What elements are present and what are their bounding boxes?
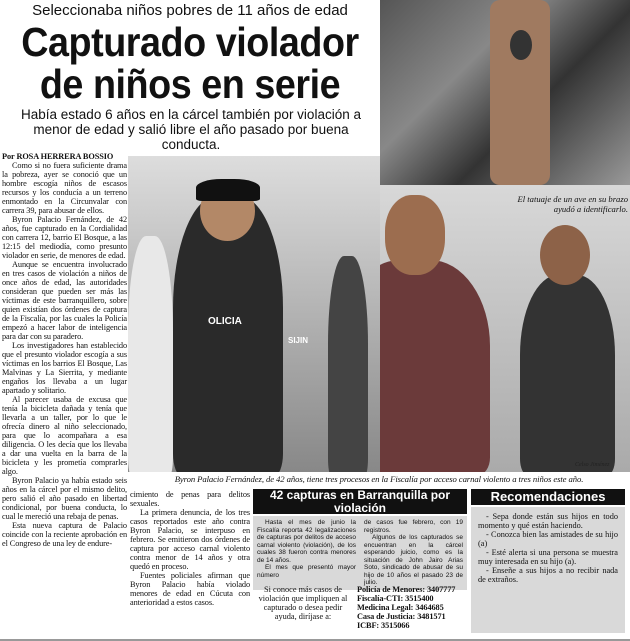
contact-intro-block xyxy=(253,585,353,621)
article-paragraph: Aunque se encuentra involucrado en tres casos de violación a niños de once años de edad, las autoridades consideran que pueden ser más las víctimas de este barranquillero, sobre quien existían dos órdenes de captura de la Fiscalía, por las cuales la Policía empezó a hacer labor de inteligencia para dar con su paradero. xyxy=(2,260,127,341)
contact-item: Fiscalía-CTI: 3515400 xyxy=(357,594,434,603)
tattoo-photo xyxy=(380,0,630,185)
article-paragraph: Esta nueva captura de Palacio coincide con la reciente aprobación en el Congreso de una ley de endure- xyxy=(2,521,127,548)
deck: Había estado 6 años en la cárcel también por violación a menor de edad y salió libre el año pasado por buena conducta. xyxy=(21,107,361,152)
recommendations-title: Recomendaciones xyxy=(471,489,625,505)
recommendations-box xyxy=(471,507,625,633)
article-paragraph: Los investigadores han establecido que el presunto violador escogía a sus víctimas en los barrios El Bosque, Las Malvinas y La Sierrita, y mediante engaños los llevaba a un lugar apartado y solitario. xyxy=(2,341,127,395)
article-paragraph: Al parecer usaba de excusa que tenía la bicicleta dañada y tenía que llevarla a un taller, por lo que le ofrecía dinero al niño seleccionado, para que lo acompañara a esa diligencia. O les decía que los llevaba a dar una vuelta en la barra de la bicicleta y les prometía comprarles algo. xyxy=(2,395,127,476)
article-column-1 xyxy=(2,152,127,548)
captures-box xyxy=(253,516,467,590)
recommendation-item: - Enseñe a sus hijos a no recibir nada de extraños. xyxy=(478,566,618,584)
contact-item: ICBF: 3515066 xyxy=(357,621,410,630)
main-photo xyxy=(128,156,380,472)
captures-text: El mes que presentó mayor número xyxy=(257,564,356,579)
recommendation-item: - Sepa donde están sus hijos en todo momento y qué están haciendo. xyxy=(478,512,618,530)
captures-text: de casos fue febrero, con 19 registros. xyxy=(364,519,463,534)
main-photo-right xyxy=(380,185,630,472)
article-paragraph: Como si no fuera suficiente drama la pobreza, ayer se conoció que un hombre escogía niños de escasos recursos y los conducía a un terreno enmontado en la Circunvalar con carrera 39, para abusar de ellos. xyxy=(2,161,127,215)
headline-line-2: de niños en serie xyxy=(39,61,341,107)
contact-item: Medicina Legal: 3464685 xyxy=(357,603,444,612)
article-column-2 xyxy=(130,490,250,607)
contact-list xyxy=(357,585,467,630)
photo-credit: Celso Jiménez xyxy=(575,462,610,468)
byline-prefix: Por xyxy=(2,152,15,161)
captures-box-title: 42 capturas en Barranquilla por violación xyxy=(253,489,467,514)
vest-text-2: SIJIN xyxy=(288,336,309,345)
captures-text: Algunos de los capturados se encuentran en la cárcel esperando juicio, como es la situación de John Jairo Arias Soto, sindicado de abusar de su hijo de 10 años el pasado 23 de julio. xyxy=(364,534,463,586)
photo-caption: Byron Palacio Fernández, de 42 años, tiene tres procesos en la Fiscalía por acceso carnal violento a tres niños este año. xyxy=(174,474,584,484)
contact-item: Policía de Menores: 3407777 xyxy=(357,585,456,594)
kicker: Seleccionaba niños pobres de 11 años de edad xyxy=(32,2,348,19)
recommendation-item: - Conozca bien las amistades de su hijo (a) xyxy=(478,530,618,548)
contact-intro: Si conoce más casos de violación que impliquen al capturado o desea pedir ayuda, diríjase a: xyxy=(258,585,348,621)
article-paragraph: cimiento de penas para delitos sexuales. xyxy=(130,490,250,508)
tattoo-caption: El tatuaje de un ave en su brazo ayudó a identificarlo. xyxy=(517,194,628,214)
article-paragraph: Byron Palacio Fernández, de 42 años, fue capturado en la Cordialidad con carrera 12, barrio El Bosque, a las 12:15 del mediodía, como presunto violador en serie, de menores de edad. xyxy=(2,215,127,260)
headline-line-1: Capturado violador xyxy=(21,19,359,65)
byline xyxy=(2,152,127,161)
captures-text: Hasta el mes de junio la Fiscalía reporta 42 legalizaciones de capturas por delitos de acceso carnal violento (violación), de los cuales 38 fueron contra menores de 14 años. xyxy=(257,519,356,564)
contact-item: Casa de Justicia: 3481571 xyxy=(357,612,446,621)
article-paragraph: Byron Palacio ya había estado seis años en la cárcel por el mismo delito, pero salió el año pasado en libertad condicional, por buena conducta, lo cual le mereció una rebaja de penas. xyxy=(2,476,127,521)
recommendation-item: - Esté alerta si una persona se muestra muy interesada en su hijo (a). xyxy=(478,548,618,566)
article-paragraph: La primera denuncia, de los tres casos reportados este año contra Byron Palacio, se interpuso en febrero. Se emitieron dos órdenes de captura por acceso carnal violento contra menor de 14 años y otra quedó en proceso. xyxy=(130,508,250,571)
headline xyxy=(15,21,365,105)
article-paragraph: Fuentes policiales afirman que Byron Palacio había violado menores de edad en Cúcuta con anterioridad a estos casos. xyxy=(130,571,250,607)
byline-author: ROSA HERRERA BOSSIO xyxy=(16,152,114,161)
vest-text: OLICIA xyxy=(208,316,242,327)
